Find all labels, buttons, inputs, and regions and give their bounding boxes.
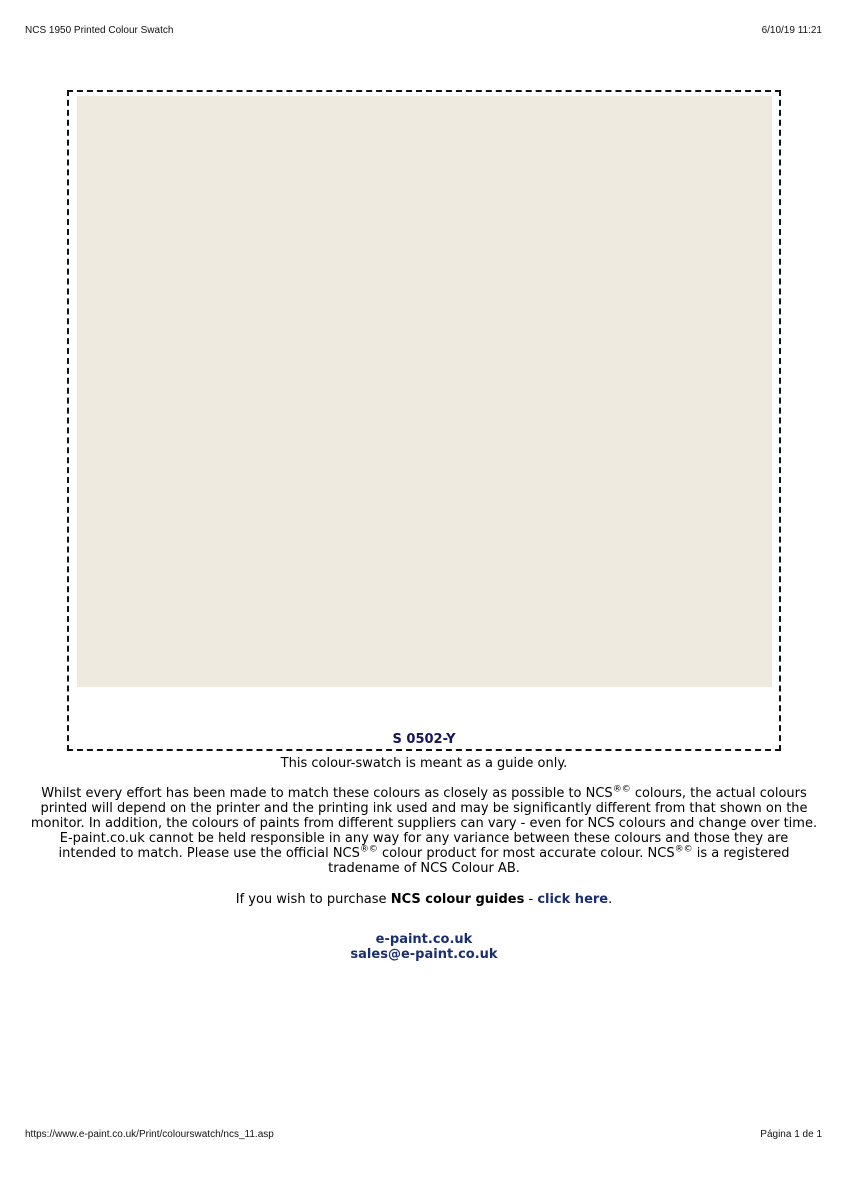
click-here-link[interactable]: click here — [537, 892, 609, 907]
disclaimer-text — [30, 786, 818, 876]
guide-note: This colour-swatch is meant as a guide only. — [280, 756, 568, 771]
print-header-title: NCS 1950 Printed Colour Swatch — [25, 25, 174, 36]
print-footer-url: https://www.e-paint.co.uk/Print/colourswatch/ncs_11.asp — [25, 1129, 274, 1140]
email-link[interactable]: sales@e-paint.co.uk — [350, 947, 498, 962]
colour-swatch — [77, 96, 772, 687]
purchase-prefix: If you wish to purchase — [235, 892, 391, 907]
purchase-line — [0, 892, 848, 907]
print-header-datetime: 6/10/19 11:21 — [761, 25, 822, 36]
registered-mark: ®© — [359, 844, 378, 855]
swatch-frame — [67, 90, 781, 751]
disclaimer-part-1: Whilst every effort has been made to match these colours as closely as possible to NCS — [41, 786, 613, 801]
contact-block — [0, 932, 848, 962]
disclaimer-part-2: colours, the actual colours printed will depend on the printer and the printing ink used and may be significantly different from that shown on the monitor. In addition, the colours of paints from different suppliers can vary - even for NCS colours and change over time. E-paint.co.uk cannot be held responsible in any way for any variance between these colours and those they are intended to match. Please use the official NCS — [30, 786, 818, 861]
registered-mark: ®© — [612, 784, 631, 795]
swatch-code: S 0502-Y — [392, 732, 456, 747]
disclaimer-part-3: colour product for most accurate colour. NCS — [377, 846, 675, 861]
purchase-separator: - — [524, 892, 538, 907]
purchase-suffix: . — [608, 892, 613, 907]
site-link[interactable]: e-paint.co.uk — [375, 932, 473, 947]
print-footer-page: Página 1 de 1 — [760, 1129, 822, 1140]
ncs-guides-label: NCS colour guides — [390, 892, 525, 907]
disclaimer-part-4: is a registered tradename of NCS Colour AB. — [328, 846, 790, 876]
registered-mark: ®© — [674, 844, 693, 855]
